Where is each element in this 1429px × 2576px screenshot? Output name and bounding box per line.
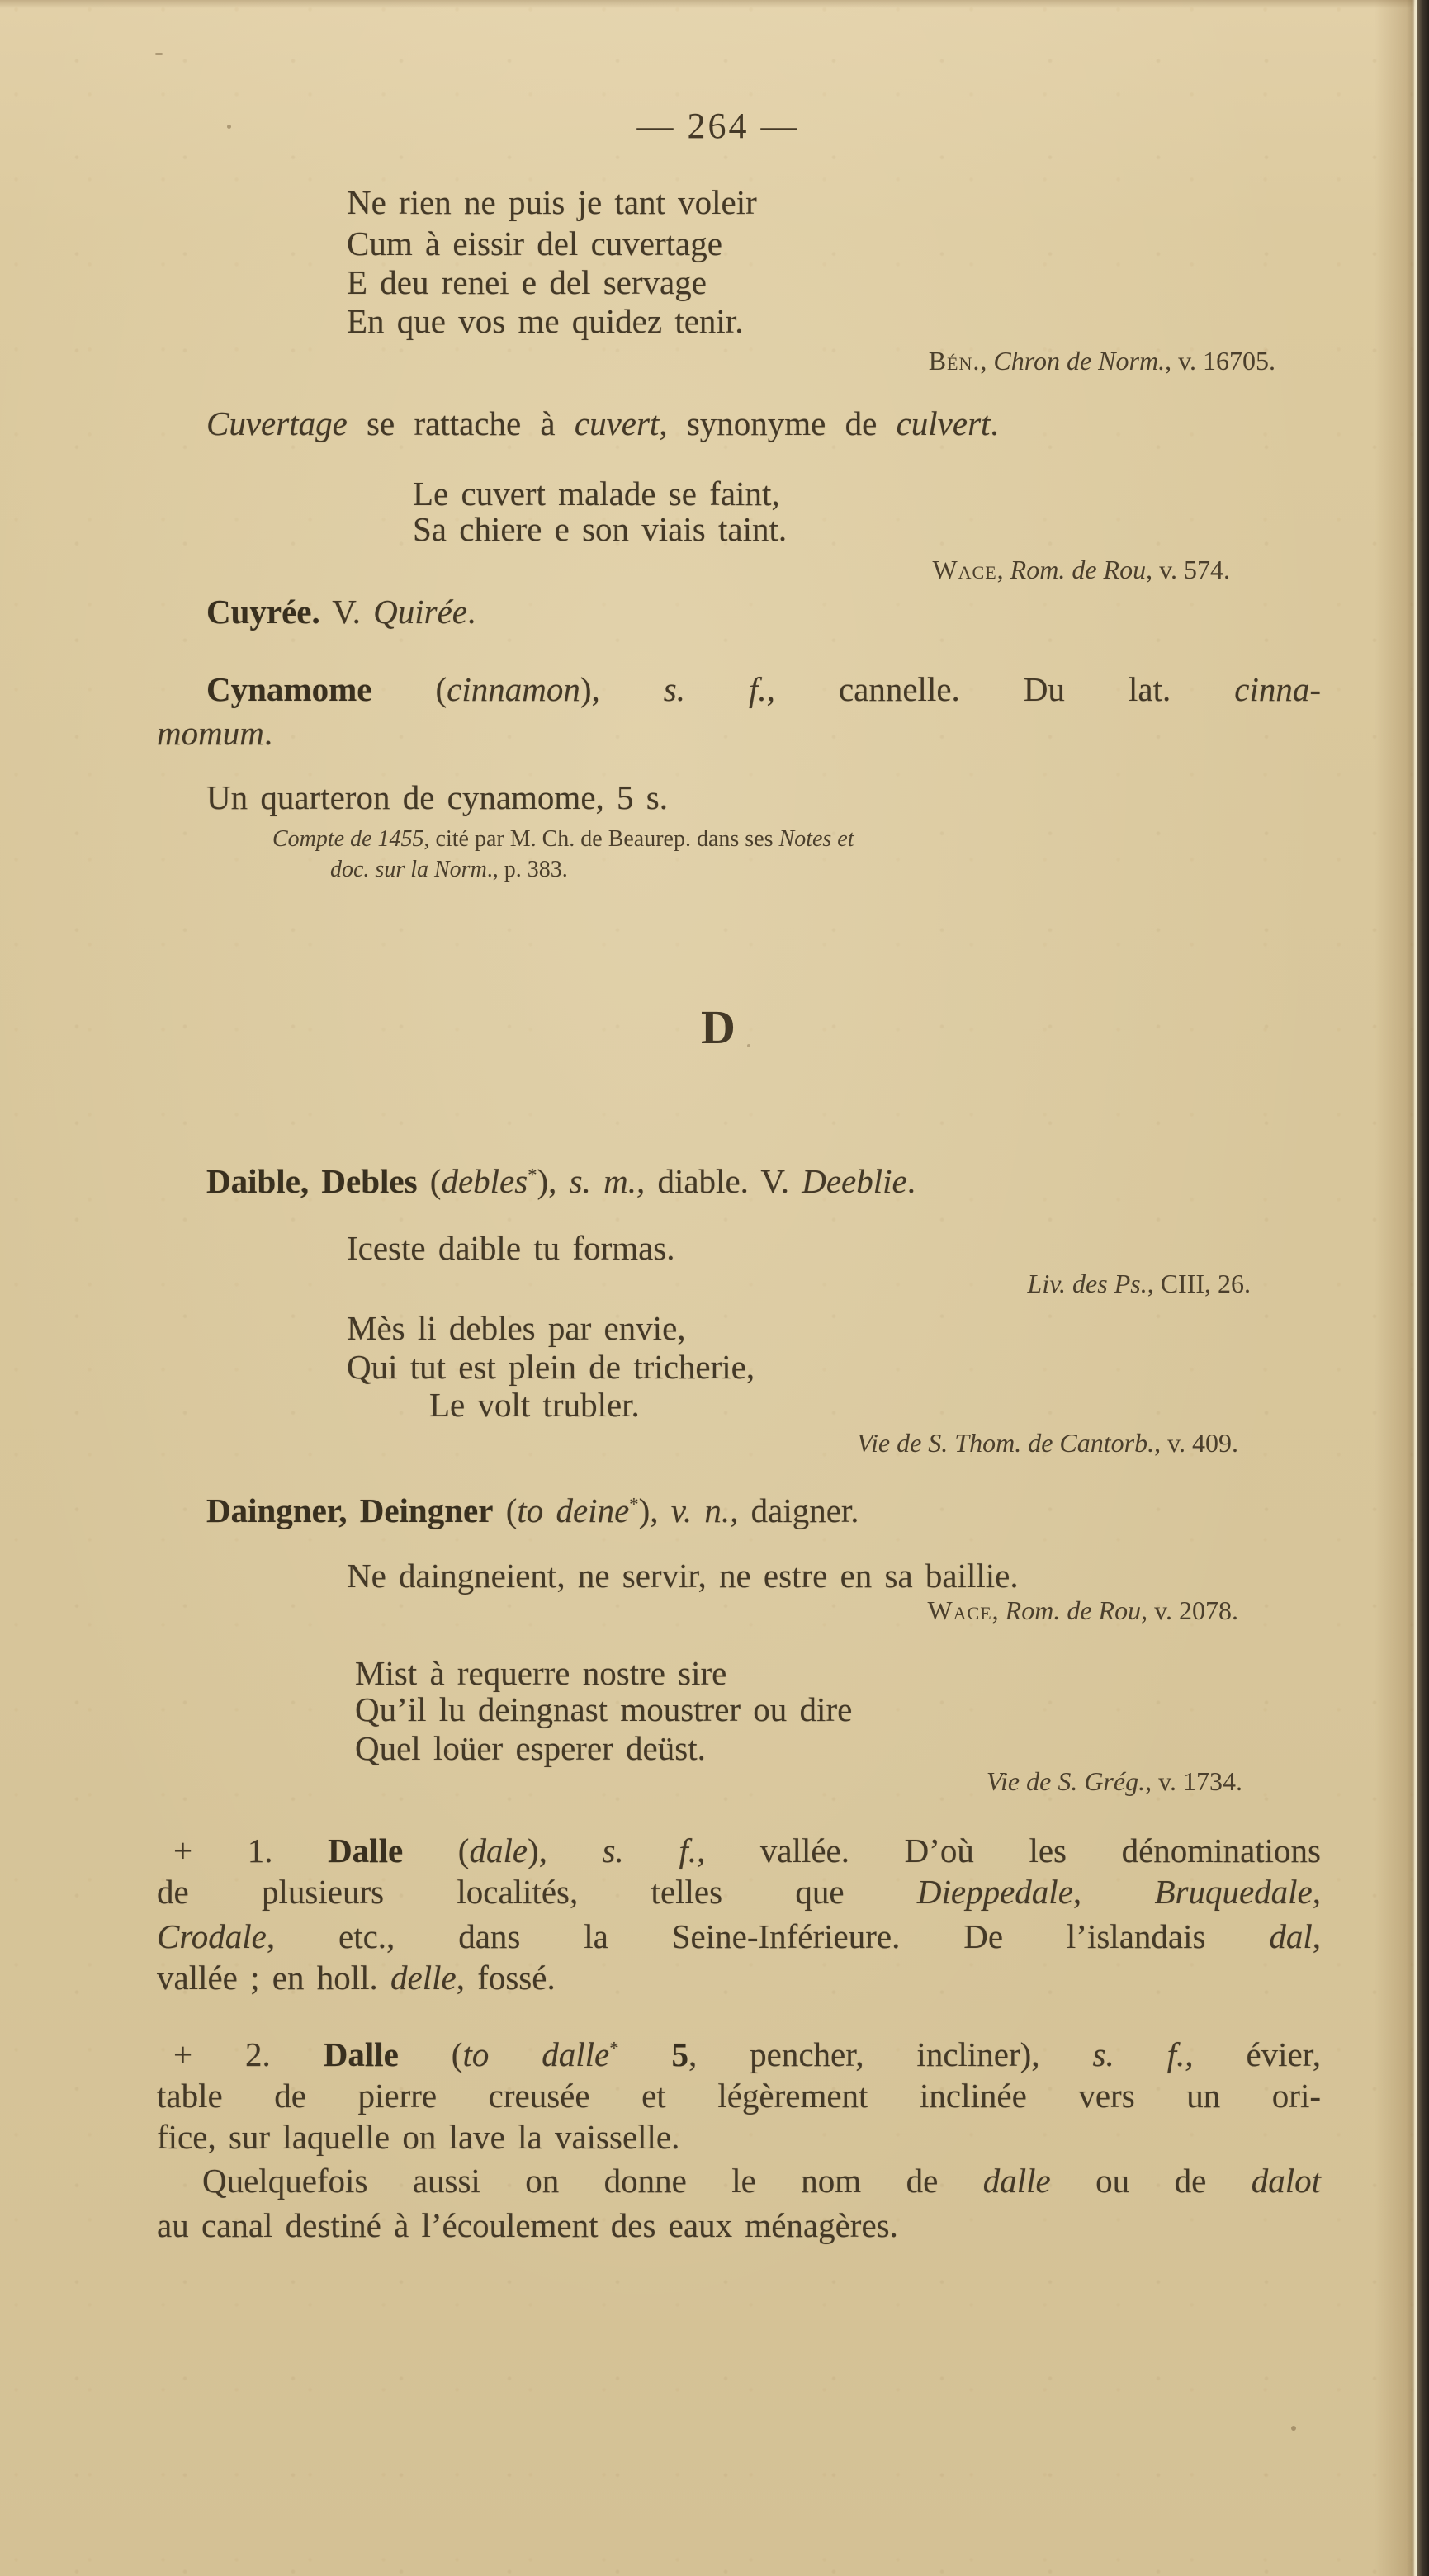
quote-line: Un quarteron de cynamome, 5 s. [206,778,668,816]
paper-speck [155,53,163,55]
paragraph-line: Crodale, etc., dans la Seine-Inférieure. De l’islandais dal, [157,1917,1321,1955]
verse-line: E deu renei e del servage [347,263,707,301]
quote-line: Ne daingneient, ne servir, ne estre en sa baillie. [347,1557,1019,1595]
verse-line: Sa chiere e son viais taint. [413,510,788,548]
citation-line: Wace, Rom. de Rou, v. 2078. [927,1595,1238,1625]
verse-line: En que vos me quidez tenir. [347,302,744,340]
citation-line: Vie de S. Grég., v. 1734. [986,1766,1242,1796]
citation-line: Wace, Rom. de Rou, v. 574. [932,555,1230,584]
verse-line: Mist à requerre nostre sire [355,1654,727,1692]
paragraph-line: table de pierre creusée et légèrement inclinée vers un ori- [157,2077,1321,2115]
paragraph-line: + 1. Dalle (dale), s. f., vallée. D’où les dénominations [173,1832,1322,1869]
citation-line: Liv. des Ps., CIII, 26. [1027,1269,1251,1298]
page-top-shadow [0,0,1429,8]
verse-line: Ne rien ne puis je tant voleir [347,183,757,221]
paper-speck [446,1750,449,1753]
verse-line: Qu’il lu deingnast moustrer ou dire [355,1690,853,1728]
verse-line: Le cuvert malade se faint, [413,475,780,513]
page-number: — 264 — [636,106,800,146]
paper-speck [227,125,231,129]
paper-speck [1291,2426,1296,2431]
text-column [157,0,1321,2576]
paragraph-line: Quelquefois aussi on donne le nom de dalle ou de dalot [202,2162,1321,2200]
verse-line: Cum à eissir del cuvertage [347,225,722,262]
paragraph-line: vallée ; en holl. delle, fossé. [157,1959,556,1997]
paper-speck [747,1044,750,1047]
entry-line: Cynamome (cinnamon), s. f., cannelle. Du lat. cinna- [206,670,1321,708]
verse-line: Mès li debles par envie, [347,1309,686,1347]
entry-line: Cuyrée. V. Quirée. [206,593,476,631]
entry-line: Daible, Debles (debles*), s. m., diable. V. Deeblie. [206,1162,916,1200]
verse-line: Qui tut est plein de tricherie, [347,1348,755,1386]
paragraph-line: fice, sur laquelle on lave la vaisselle. [157,2118,680,2156]
citation-line: Vie de S. Thom. de Cantorb., v. 409. [856,1428,1238,1458]
quote-line: Iceste daible tu formas. [347,1229,675,1267]
entry-line: Daingner, Deingner (to deine*), v. n., daigner. [206,1491,859,1529]
citation-line: doc. sur la Norm., p. 383. [330,857,568,882]
scan-dark-border [1417,0,1429,2576]
page-edge-shadow [1375,0,1414,2576]
section-heading: D [701,1000,736,1054]
citation-line: Bén., Chron de Norm., v. 16705. [928,346,1275,376]
verse-line: Le volt trubler. [429,1386,640,1424]
citation-line: Compte de 1455, cité par M. Ch. de Beaurep. dans ses Notes et [272,826,854,852]
entry-line: momum. [157,714,273,752]
verse-line: Quel loüer esperer deüst. [355,1729,706,1767]
paragraph-line: au canal destiné à l’écoulement des eaux ménagères. [157,2206,898,2244]
paragraph-line: Cuvertage se rattache à cuvert, synonyme de culvert. [206,404,999,442]
paragraph-line: de plusieurs localités, telles que Dieppedale, Bruquedale, [157,1873,1322,1911]
paragraph-line: + 2. Dalle (to dalle* 5, pencher, incliner), s. f., évier, [173,2035,1322,2073]
